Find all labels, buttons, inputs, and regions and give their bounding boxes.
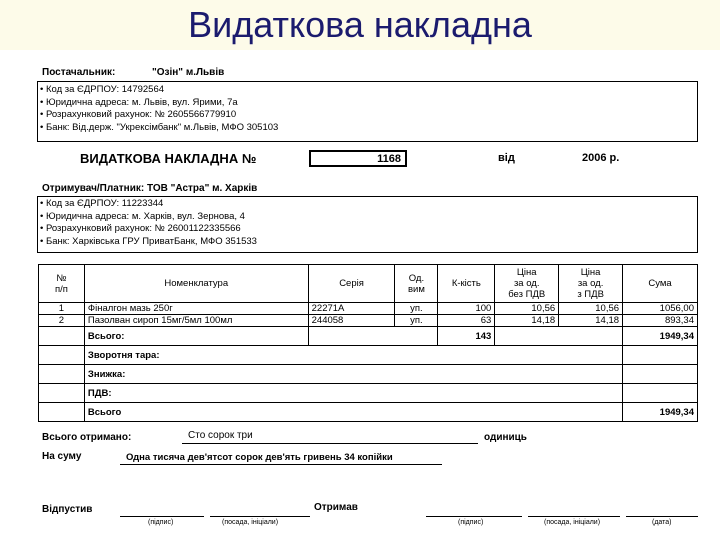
received-value: Сто сорок три [188,430,253,441]
buyer-label: Отримувач/Платник: ТОВ "Астра" м. Харків [42,183,258,194]
row-sum: 893,34 [623,315,698,327]
amount-value: Одна тисяча дев'ятсот сорок дев'ять гривень 34 копійки [126,452,393,463]
grand-total-label: Всього [84,403,622,422]
released-name-line [210,503,310,517]
supplier-line: • Юридична адреса: м. Львів, вул. Ярими, 7а [40,96,238,108]
received-unit: одиниць [484,432,527,443]
received-label: Всього отримано: [42,432,132,443]
returnable-label: Зворотня тара: [84,346,622,365]
discount-label: Знижка: [84,365,622,384]
supplier-line: • Банк: Від.держ. "Укрексімбанк" м.Львів, МФО 305103 [40,121,279,133]
discount-row [39,365,698,384]
table-row [39,303,698,315]
supplier-name: "Озін" м.Львів [152,67,225,78]
row-price-no-vat: 10,56 [495,303,559,315]
invoice-title: ВИДАТКОВА НАКЛАДНА № [80,151,257,166]
buyer-line: • Юридична адреса: м. Харків, вул. Зернова, 4 [40,210,245,222]
received-sign-line [426,503,522,517]
buyer-details-box [37,196,698,253]
row-sum: 1056,00 [623,303,698,315]
table-row [39,315,698,327]
items-table [38,264,698,422]
released-sign-line [120,503,204,517]
caption-position-name: (посада, ініціали) [222,519,279,526]
invoice-document [0,50,720,540]
buyer-line: • Розрахунковий рахунок: № 26001122335566 [40,223,241,234]
received-by-label: Отримав [314,502,358,513]
col-header-sum: Сума [623,265,698,303]
vat-row [39,384,698,403]
invoice-date-value: 2006 р. [582,152,620,164]
grand-total-row [39,403,698,422]
supplier-details-box [37,81,698,142]
col-header-series: Серія [308,265,395,303]
total-row [39,327,698,346]
col-header-name: Номенклатура [84,265,308,303]
row-price-vat: 10,56 [559,303,623,315]
vat-label: ПДВ: [84,384,622,403]
row-unit: уп. [395,303,438,315]
caption-sign-2: (підпис) [458,519,484,526]
received-date-line [626,503,698,517]
col-header-price-no-vat: Ціна за од. без ПДВ [495,265,559,303]
row-num: 1 [39,303,85,315]
table-header-row [39,265,698,303]
slide-title: Видаткова накладна [188,4,532,45]
col-header-qty: К-кість [438,265,495,303]
row-num: 2 [39,315,85,327]
row-series: 22271А [308,303,395,315]
row-name: Пазолван сироп 15мг/5мл 100мл [84,315,308,327]
row-qty: 100 [438,303,495,315]
received-line [182,430,478,444]
buyer-line: • Код за ЄДРПОУ: 11223344 [40,198,164,209]
invoice-number: 1168 [377,153,401,165]
col-header-num: № п/п [39,265,85,303]
released-label: Відпустив [42,504,93,515]
total-label: Всього: [84,327,308,346]
invoice-number-box [309,150,407,167]
caption-sign: (підпис) [148,519,174,526]
supplier-line: • Розрахунковий рахунок: № 2605566779910 [40,109,237,120]
row-series: 244058 [308,315,395,327]
received-position-line [528,503,620,517]
returnable-row [39,346,698,365]
caption-position-2: (посада, ініціали) [544,519,601,526]
caption-date: (дата) [652,519,672,526]
row-price-no-vat: 14,18 [495,315,559,327]
total-qty: 143 [438,327,495,346]
row-qty: 63 [438,315,495,327]
row-name: Фіналгон мазь 250г [84,303,308,315]
row-price-vat: 14,18 [559,315,623,327]
amount-line [120,450,442,465]
supplier-line: • Код за ЄДРПОУ: 14792564 [40,84,165,95]
total-sum: 1949,34 [623,327,698,346]
col-header-price-vat: Ціна за од. з ПДВ [559,265,623,303]
grand-total-sum: 1949,34 [623,403,698,422]
supplier-label: Постачальник: [42,67,116,78]
row-unit: уп. [395,315,438,327]
buyer-line: • Банк: Харківська ГРУ ПриватБанк, МФО 351533 [40,235,257,247]
amount-label: На суму [42,451,82,462]
col-header-unit: Од. вим [395,265,438,303]
invoice-date-label: від [498,152,515,164]
